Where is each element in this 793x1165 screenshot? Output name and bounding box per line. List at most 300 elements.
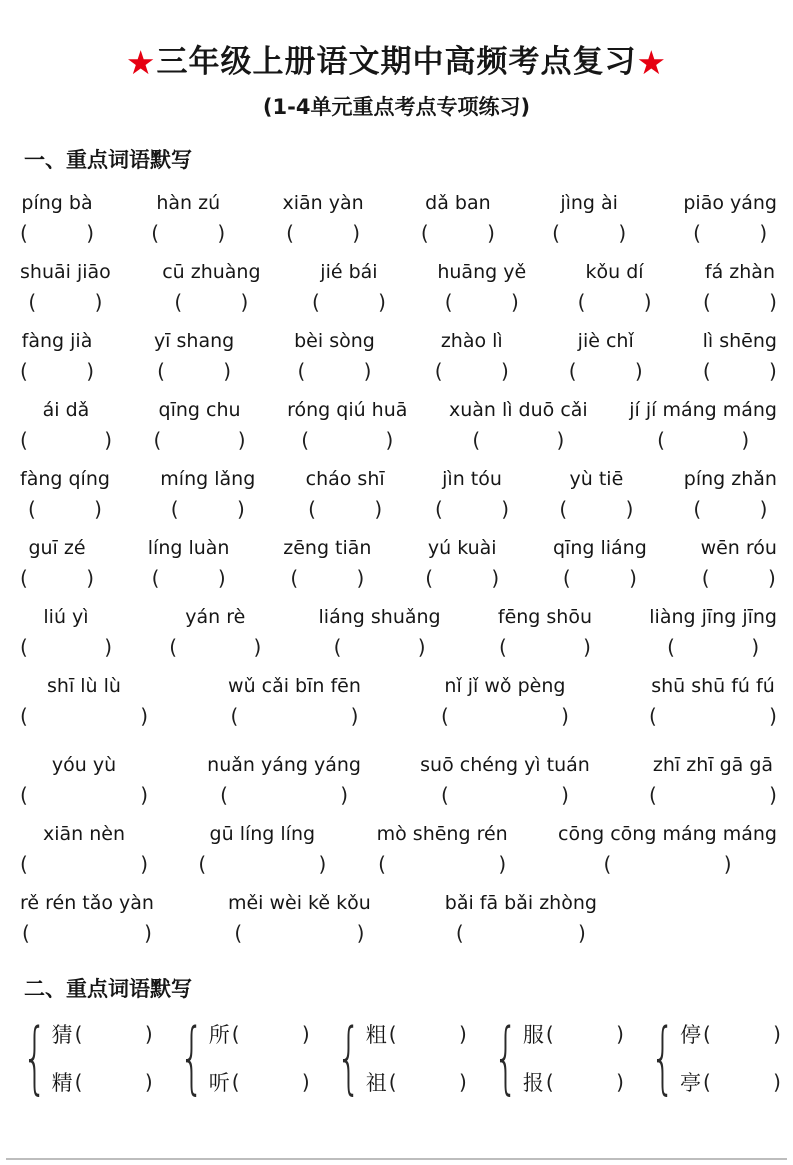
pinyin-label: shī lù lù <box>47 674 121 697</box>
pinyin-label: líng luàn <box>147 536 230 559</box>
char-row <box>680 1067 781 1097</box>
char-row <box>209 1019 310 1049</box>
answer-blank <box>702 289 777 314</box>
word-item <box>649 606 777 657</box>
pinyin-label: xiān nèn <box>42 822 126 845</box>
answer-blank <box>657 427 750 452</box>
word-item <box>684 468 777 519</box>
worksheet-page <box>0 44 793 1165</box>
char-row <box>680 1019 781 1049</box>
paren-close: ) <box>510 289 519 314</box>
pinyin-label: nuǎn yáng yáng <box>207 753 361 776</box>
curly-brace-icon: { <box>179 1012 205 1103</box>
word-item <box>703 261 777 312</box>
answer-blank <box>234 920 365 945</box>
pinyin-label: mò shēng rén <box>376 822 508 845</box>
paren-open: ( <box>434 358 443 383</box>
answer-blank <box>311 289 386 314</box>
answer-blank <box>170 496 245 521</box>
paren-close: ) <box>86 565 94 590</box>
pinyin-row <box>0 327 793 381</box>
paren-open: ( <box>667 634 675 659</box>
word-item <box>20 892 154 943</box>
character-label: 粗 <box>365 1022 387 1047</box>
paren-close: ) <box>643 289 652 314</box>
word-item <box>20 330 94 381</box>
paren-close: ) <box>301 1069 310 1094</box>
paren-close: ) <box>144 1069 153 1094</box>
paren-close: ) <box>350 703 359 728</box>
paren-open: ( <box>425 565 434 590</box>
word-item <box>283 537 371 588</box>
paren-close: ) <box>144 920 152 945</box>
answer-blank <box>472 427 565 452</box>
answer-blank <box>577 289 652 314</box>
pinyin-label: liàng jīng jīng <box>649 605 777 628</box>
paren-open: ( <box>20 565 28 590</box>
word-item <box>649 675 777 726</box>
word-item <box>154 399 246 450</box>
paren-open: ( <box>234 920 243 945</box>
paren-close: ) <box>86 220 94 245</box>
page-title-text: 三年级上册语文期中高频考点复习 <box>156 44 637 80</box>
pinyin-label: cháo shī <box>305 467 385 490</box>
answer-blank <box>498 634 591 659</box>
paren-open: ( <box>174 289 183 314</box>
curly-brace-icon: { <box>493 1012 519 1103</box>
pinyin-label: yán rè <box>185 605 246 628</box>
paren-close: ) <box>556 427 565 452</box>
paren-open: ( <box>169 634 178 659</box>
answer-blank <box>20 634 112 659</box>
paren-open: ( <box>20 220 28 245</box>
answer-blank <box>20 565 94 590</box>
paren-close: ) <box>625 496 634 521</box>
paren-close: ) <box>491 565 500 590</box>
paren-open: ( <box>151 565 160 590</box>
paren-close: ) <box>340 782 349 807</box>
paren-close: ) <box>217 220 226 245</box>
word-item <box>20 754 148 805</box>
paren-open: ( <box>657 427 665 452</box>
answer-blank <box>20 851 148 876</box>
answer-blank <box>297 358 372 383</box>
page-subtitle: (1-4单元重点考点专项练习) <box>262 94 531 119</box>
answer-blank <box>648 703 777 728</box>
star-icon: ★ <box>125 43 157 82</box>
pinyin-label: zēng tiān <box>283 536 372 559</box>
pinyin-label: bèi sòng <box>294 329 375 352</box>
pinyin-label: kǒu dí <box>585 260 644 283</box>
paren-open: ( <box>444 289 453 314</box>
paren-close: ) <box>417 634 426 659</box>
pinyin-label: jiè chǐ <box>577 329 634 352</box>
answer-blank <box>552 220 627 245</box>
answer-blank <box>388 1069 467 1094</box>
pinyin-label: xiān yàn <box>282 191 364 214</box>
pinyin-label: píng bà <box>21 191 93 214</box>
answer-blank <box>603 851 732 876</box>
paren-open: ( <box>388 1069 397 1094</box>
pinyin-row <box>0 889 793 943</box>
pinyin-row <box>0 751 793 805</box>
char-row <box>523 1067 624 1097</box>
paren-close: ) <box>104 427 112 452</box>
paren-open: ( <box>286 220 294 245</box>
word-item <box>701 537 777 588</box>
paren-open: ( <box>333 634 342 659</box>
pinyin-label: fá zhàn <box>704 260 775 283</box>
answer-blank <box>333 634 426 659</box>
character-label: 猜 <box>51 1022 73 1047</box>
paren-open: ( <box>170 496 179 521</box>
word-item <box>207 754 361 805</box>
curly-brace-icon: { <box>650 1012 676 1103</box>
word-item <box>435 468 509 519</box>
paren-close: ) <box>616 1069 624 1094</box>
paren-close: ) <box>769 782 777 807</box>
answer-blank <box>702 1021 781 1046</box>
answer-blank <box>545 1069 624 1094</box>
answer-blank <box>702 1069 781 1094</box>
pinyin-label: piāo yáng <box>683 191 777 214</box>
paren-open: ( <box>153 427 162 452</box>
paren-close: ) <box>301 1021 310 1046</box>
word-item <box>228 892 371 943</box>
pinyin-label: bǎi fā bǎi zhòng <box>444 891 597 914</box>
word-item <box>312 261 386 312</box>
paren-close: ) <box>501 496 510 521</box>
paren-close: ) <box>634 358 643 383</box>
char-row <box>209 1067 310 1097</box>
paren-close: ) <box>767 565 776 590</box>
pinyin-label: fàng jià <box>21 329 93 352</box>
paren-close: ) <box>458 1069 467 1094</box>
answer-blank <box>174 289 249 314</box>
character-label: 所 <box>208 1022 230 1047</box>
scan-bottom-edge <box>6 1158 787 1160</box>
paren-open: ( <box>702 1069 711 1094</box>
paren-close: ) <box>144 1021 153 1046</box>
paren-open: ( <box>20 427 28 452</box>
paren-open: ( <box>151 220 160 245</box>
word-item <box>154 330 234 381</box>
paren-close: ) <box>769 358 777 383</box>
answer-blank <box>20 358 94 383</box>
pinyin-label: hàn zú <box>156 191 221 214</box>
word-item <box>319 606 441 657</box>
paren-close: ) <box>356 565 365 590</box>
pinyin-label: jí jí máng máng <box>629 398 777 421</box>
paren-open: ( <box>498 634 507 659</box>
paren-close: ) <box>561 782 569 807</box>
char-pair-group <box>638 1012 781 1103</box>
pinyin-label: fēng shōu <box>497 605 593 628</box>
paren-close: ) <box>140 851 148 876</box>
pinyin-label: lì shēng <box>702 329 777 352</box>
answer-blank <box>308 496 383 521</box>
answer-blank <box>693 220 768 245</box>
paren-close: ) <box>561 703 569 728</box>
pinyin-label: zhī zhī gā gā <box>652 753 774 776</box>
answer-blank <box>545 1021 624 1046</box>
paren-open: ( <box>378 851 386 876</box>
paren-close: ) <box>374 496 383 521</box>
pinyin-label: jìn tóu <box>442 467 502 490</box>
paren-open: ( <box>568 358 577 383</box>
word-item <box>20 261 111 312</box>
word-item <box>552 192 626 243</box>
pinyin-label: rě rén tǎo yàn <box>20 891 154 914</box>
word-item <box>558 823 777 874</box>
pinyin-label: dǎ ban <box>425 191 491 214</box>
answer-blank <box>20 782 148 807</box>
paren-open: ( <box>702 1021 711 1046</box>
word-item <box>160 468 255 519</box>
character-label: 祖 <box>365 1070 387 1095</box>
word-item <box>498 606 592 657</box>
pinyin-label: xuàn lì duō cǎi <box>448 398 588 421</box>
answer-blank <box>455 920 586 945</box>
pinyin-label: fàng qíng <box>20 467 110 490</box>
paren-open: ( <box>559 496 568 521</box>
character-label: 精 <box>51 1070 73 1095</box>
paren-close: ) <box>140 782 148 807</box>
word-item <box>569 330 643 381</box>
pinyin-label: suō chéng yì tuán <box>420 753 590 776</box>
paren-close: ) <box>769 703 777 728</box>
pinyin-row <box>0 258 793 312</box>
word-item <box>578 261 652 312</box>
word-item <box>553 537 647 588</box>
pinyin-label: míng lǎng <box>160 467 256 490</box>
pinyin-label: yóu yù <box>51 753 117 776</box>
paren-close: ) <box>759 496 768 521</box>
pinyin-label: yú kuài <box>427 536 497 559</box>
paren-close: ) <box>629 565 637 590</box>
word-item <box>441 675 569 726</box>
pinyin-label: zhào lì <box>440 329 503 352</box>
word-item <box>425 537 499 588</box>
word-item <box>20 606 112 657</box>
word-item <box>148 537 230 588</box>
paren-open: ( <box>311 289 320 314</box>
pinyin-row <box>0 534 793 588</box>
word-item <box>449 399 588 450</box>
page-title <box>0 44 793 82</box>
char-pair-group <box>324 1012 467 1103</box>
answer-blank <box>230 703 359 728</box>
word-item <box>629 399 777 450</box>
answer-blank <box>220 782 349 807</box>
paren-open: ( <box>440 703 449 728</box>
word-item <box>20 537 94 588</box>
paren-open: ( <box>648 703 657 728</box>
paren-open: ( <box>545 1069 554 1094</box>
answer-blank <box>568 358 643 383</box>
word-item <box>20 468 110 519</box>
pinyin-label: ái dǎ <box>42 398 90 421</box>
answer-blank <box>440 703 569 728</box>
paren-open: ( <box>21 920 30 945</box>
pinyin-label: cū zhuàng <box>162 260 261 283</box>
paren-close: ) <box>616 1021 624 1046</box>
paren-open: ( <box>301 427 310 452</box>
answer-blank <box>425 565 500 590</box>
pinyin-row <box>0 820 793 874</box>
pinyin-label: liú yì <box>43 605 89 628</box>
curly-brace-icon: { <box>22 1012 48 1103</box>
paren-close: ) <box>236 496 245 521</box>
char-row <box>366 1019 467 1049</box>
answer-blank <box>693 496 768 521</box>
curly-brace-icon: { <box>336 1012 362 1103</box>
paren-open: ( <box>693 496 702 521</box>
paren-close: ) <box>378 289 386 314</box>
answer-blank <box>151 220 226 245</box>
paren-open: ( <box>545 1021 554 1046</box>
paren-open: ( <box>702 289 711 314</box>
paren-close: ) <box>352 220 361 245</box>
paren-open: ( <box>420 220 429 245</box>
word-item <box>437 261 526 312</box>
word-item <box>228 675 361 726</box>
answer-blank <box>169 634 262 659</box>
answer-blank <box>231 1069 310 1094</box>
answer-blank <box>559 496 634 521</box>
pinyin-label: jìng ài <box>560 191 618 214</box>
answer-blank <box>378 851 507 876</box>
paren-open: ( <box>20 782 28 807</box>
character-label: 亭 <box>679 1070 701 1095</box>
character-label: 停 <box>679 1022 701 1047</box>
paren-close: ) <box>751 634 760 659</box>
paren-close: ) <box>583 634 591 659</box>
word-item <box>20 675 148 726</box>
pinyin-label: nǐ jǐ wǒ pèng <box>444 674 566 697</box>
pinyin-label: yī shang <box>153 329 235 352</box>
char-row <box>523 1019 624 1049</box>
word-item <box>198 823 326 874</box>
paren-open: ( <box>74 1069 83 1094</box>
word-item <box>282 192 363 243</box>
char-pair-group <box>481 1012 624 1103</box>
answer-blank <box>28 289 103 314</box>
paren-open: ( <box>577 289 586 314</box>
answer-blank <box>434 358 509 383</box>
paren-close: ) <box>240 289 249 314</box>
answer-blank <box>290 565 365 590</box>
paren-open: ( <box>230 703 239 728</box>
pinyin-row <box>0 465 793 519</box>
paren-close: ) <box>773 1069 781 1094</box>
paren-close: ) <box>385 427 394 452</box>
character-label: 听 <box>208 1070 230 1095</box>
pinyin-label: liáng shuǎng <box>318 605 441 628</box>
paren-open: ( <box>701 565 710 590</box>
paren-close: ) <box>769 289 777 314</box>
paren-open: ( <box>552 220 560 245</box>
pinyin-row <box>0 603 793 657</box>
paren-open: ( <box>28 289 37 314</box>
paren-open: ( <box>220 782 228 807</box>
answer-blank <box>20 427 112 452</box>
word-item <box>287 399 407 450</box>
paren-open: ( <box>20 358 28 383</box>
answer-blank <box>27 496 102 521</box>
char-row <box>52 1019 153 1049</box>
paren-open: ( <box>603 851 612 876</box>
pinyin-row <box>0 396 793 450</box>
paren-close: ) <box>86 358 94 383</box>
paren-open: ( <box>20 634 28 659</box>
answer-blank <box>440 782 569 807</box>
paren-open: ( <box>27 496 36 521</box>
paren-close: ) <box>356 920 365 945</box>
char-pair-groups <box>0 1012 793 1103</box>
pinyin-label: qīng liáng <box>553 536 647 559</box>
paren-close: ) <box>363 358 372 383</box>
answer-blank <box>701 565 776 590</box>
answer-blank <box>420 220 495 245</box>
paren-open: ( <box>648 782 657 807</box>
answer-blank <box>435 496 510 521</box>
answer-blank <box>388 1021 467 1046</box>
char-pair-group <box>10 1012 153 1103</box>
paren-close: ) <box>498 851 507 876</box>
pinyin-label: měi wèi kě kǒu <box>227 891 371 914</box>
answer-blank <box>20 703 148 728</box>
pinyin-label: guī zé <box>28 536 86 559</box>
answer-blank <box>286 220 361 245</box>
pinyin-label: píng zhǎn <box>683 467 777 490</box>
paren-close: ) <box>723 851 732 876</box>
char-row <box>366 1067 467 1097</box>
character-label: 服 <box>522 1022 544 1047</box>
word-item <box>169 606 261 657</box>
paren-close: ) <box>618 220 627 245</box>
answer-blank <box>667 634 760 659</box>
paren-open: ( <box>440 782 449 807</box>
pinyin-row <box>0 672 793 726</box>
word-item <box>435 330 509 381</box>
word-item <box>683 192 777 243</box>
paren-open: ( <box>231 1021 240 1046</box>
word-item <box>445 892 597 943</box>
paren-open: ( <box>693 220 701 245</box>
pinyin-label: wēn róu <box>700 536 777 559</box>
section1-heading: 一、重点词语默写 <box>24 147 192 172</box>
answer-blank <box>198 851 327 876</box>
pinyin-label: cōng cōng máng máng <box>558 822 777 845</box>
answer-blank <box>702 358 777 383</box>
paren-open: ( <box>297 358 306 383</box>
paren-close: ) <box>458 1021 467 1046</box>
paren-close: ) <box>217 565 226 590</box>
paren-open: ( <box>388 1021 397 1046</box>
paren-close: ) <box>759 220 768 245</box>
paren-close: ) <box>741 427 750 452</box>
paren-open: ( <box>74 1021 83 1046</box>
answer-blank <box>562 565 637 590</box>
pinyin-label: huāng yě <box>437 260 527 283</box>
pinyin-label: jié bái <box>320 260 378 283</box>
paren-close: ) <box>578 920 586 945</box>
answer-blank <box>151 565 226 590</box>
paren-close: ) <box>104 634 112 659</box>
answer-blank <box>444 289 519 314</box>
word-item <box>421 192 495 243</box>
